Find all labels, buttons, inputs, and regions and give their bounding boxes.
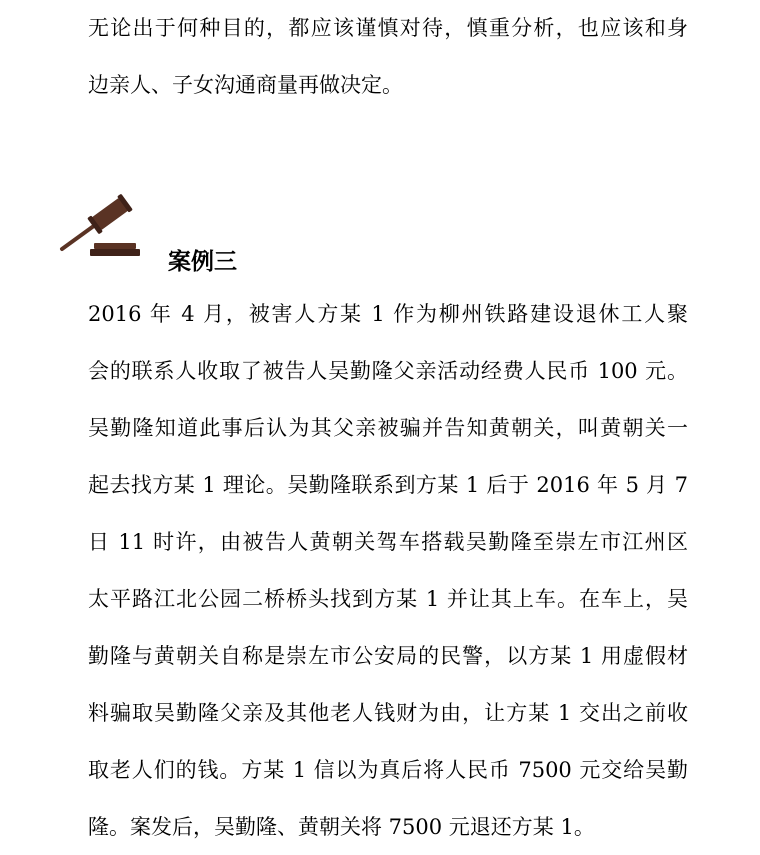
paragraph-line: 隆。案发后，吴勤隆、黄朝关将 7500 元退还方某 1。 [88,815,595,839]
gavel-icon [58,190,140,260]
paragraph-line: 2016 年 4 月，被害人方某 1 作为柳州铁路建设退休工人聚 [88,302,688,326]
paragraph-line: 日 11 时许，由被告人黄朝关驾车搭载吴勤隆至崇左市江州区 [88,530,688,554]
paragraph-line: 太平路江北公园二桥桥头找到方某 1 并让其上车。在车上，吴 [88,587,688,611]
paragraph-line: 勤隆与黄朝关自称是崇左市公安局的民警，以方某 1 用虚假材 [88,644,688,668]
paragraph-line: 吴勤隆知道此事后认为其父亲被骗并告知黄朝关，叫黄朝关一 [88,416,688,440]
paragraph-line: 无论出于何种目的，都应该谨慎对待，慎重分析，也应该和身 [88,16,688,40]
paragraph-line: 会的联系人收取了被告人吴勤隆父亲活动经费人民币 100 元。 [88,359,688,383]
paragraph-line: 取老人们的钱。方某 1 信以为真后将人民币 7500 元交给吴勤 [88,758,688,782]
case-heading: 案例三 [168,249,237,275]
paragraph-line: 料骗取吴勤隆父亲及其他老人钱财为由，让方某 1 交出之前收 [88,701,688,725]
paragraph-line: 边亲人、子女沟通商量再做决定。 [88,73,403,97]
paragraph-line: 起去找方某 1 理论。吴勤隆联系到方某 1 后于 2016 年 5 月 7 [88,473,688,497]
